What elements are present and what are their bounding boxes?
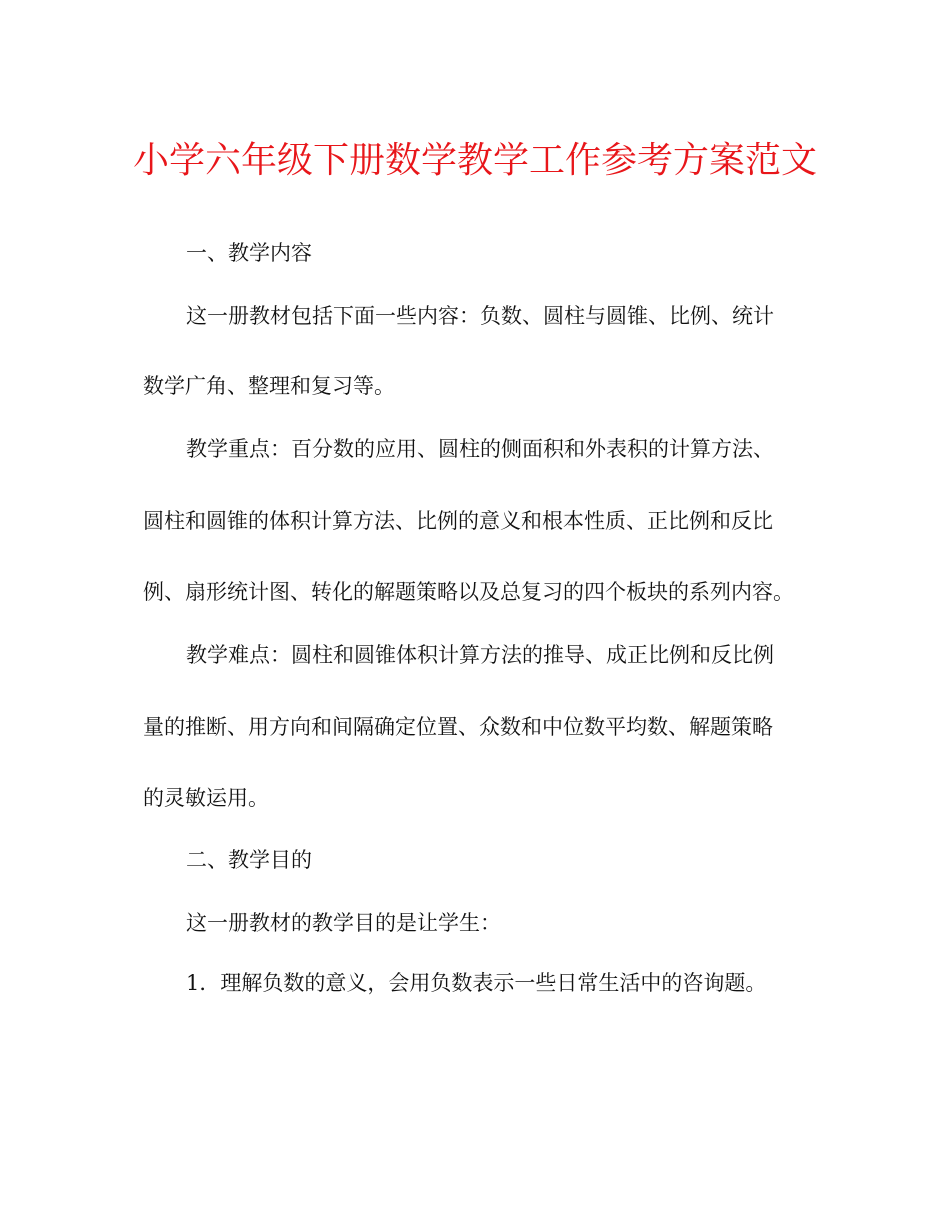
document-title: 小学六年级下册数学教学工作参考方案范文 — [132, 140, 817, 181]
paragraph-line: 例、扇形统计图、转化的解题策略以及总复习的四个板块的系列内容。 — [143, 580, 794, 604]
paragraph-line: 数学广角、整理和复习等。 — [143, 374, 395, 398]
section-heading-goals: 二、教学目的 — [186, 848, 312, 872]
paragraph-line: 教学重点：百分数的应用、圆柱的侧面积和外表积的计算方法、 — [186, 437, 774, 461]
paragraph-line: 这一册教材的教学目的是让学生： — [186, 911, 501, 935]
paragraph-line: 教学难点：圆柱和圆锥体积计算方法的推导、成正比例和反比例 — [186, 643, 774, 667]
paragraph-line: 圆柱和圆锥的体积计算方法、比例的意义和根本性质、正比例和反比 — [143, 509, 773, 533]
paragraph-line: 的灵敏运用。 — [143, 786, 269, 810]
paragraph-line: 量的推断、用方向和间隔确定位置、众数和中位数平均数、解题策略 — [143, 715, 773, 739]
list-item: 1．理解负数的意义，会用负数表示一些日常生活中的咨询题。 — [186, 971, 767, 995]
section-heading-content: 一、教学内容 — [186, 241, 312, 265]
paragraph-line: 这一册教材包括下面一些内容：负数、圆柱与圆锥、比例、统计 — [186, 304, 774, 328]
